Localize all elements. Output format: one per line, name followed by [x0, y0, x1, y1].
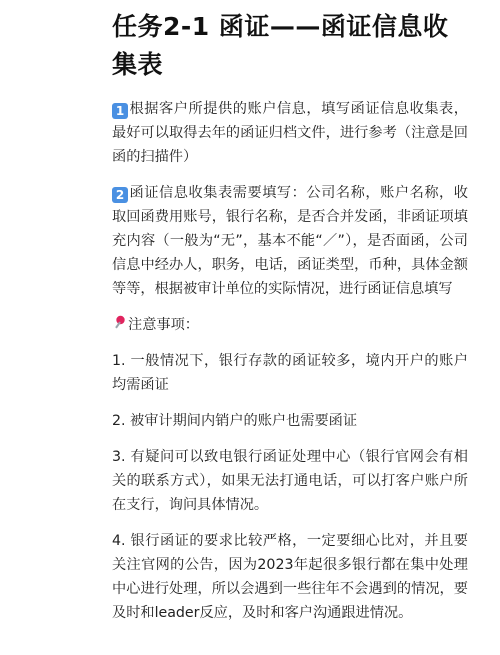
notes-heading-row [112, 313, 468, 337]
section-1-text: 根据客户所提供的账户信息，填写函证信息收集表，最好可以取得去年的函证归档文件，进行参考（注意是回函的扫描件） [112, 101, 468, 165]
pushpin-icon [112, 315, 126, 331]
page-title: 任务2-1 函证——函证信息收集表 [112, 12, 449, 79]
note-item-1: 1. 一般情况下，银行存款的函证较多，境内开户的账户均需函证 [112, 353, 468, 393]
section-1 [112, 97, 468, 169]
note-item-2: 2. 被审计期间内销户的账户也需要函证 [112, 413, 358, 429]
note-item-3: 3. 有疑问可以致电银行函证处理中心（银行官网会有相关的联系方式），如果无法打通电话，可以打客户账户所在支行，询问具体情况。 [112, 449, 468, 513]
notes-heading: 注意事项： [128, 317, 199, 333]
keycap-one-icon: 1 [112, 103, 128, 119]
note-item-4: 4. 银行函证的要求比较严格，一定要细心比对，并且要关注官网的公告，因为2023年起很多银行都在集中处理中心进行处理，所以会遇到一些往年不会遇到的情况，要及时和leader反应，及时和客户沟通跟进情况。 [112, 533, 468, 621]
keycap-two-icon: 2 [112, 187, 128, 203]
section-2 [112, 181, 468, 301]
section-2-text: 函证信息收集表需要填写：公司名称，账户名称，收取回函费用账号，银行名称，是否合并发函，非函证项填充内容（一般为“无”，基本不能“／”），是否面函，公司信息中经办人，职务，电话，函证类型，币种，具体金额等等，根据被审计单位的实际情况，进行函证信息填写 [112, 185, 468, 297]
